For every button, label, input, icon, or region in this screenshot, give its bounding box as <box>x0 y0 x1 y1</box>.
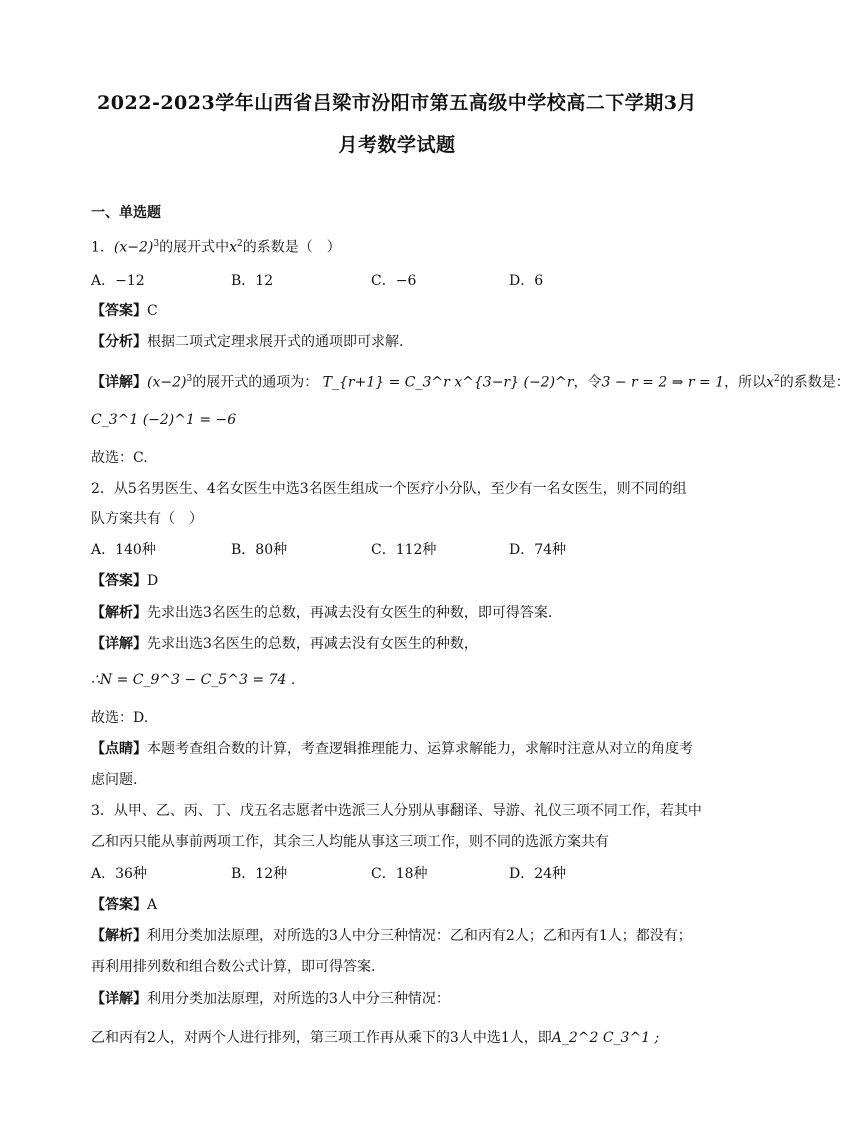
q2-comment-line2: 虑问题. <box>91 772 138 788</box>
q2-option-d: D．74种 <box>509 542 567 558</box>
q2-option-a: A．140种 <box>91 542 156 558</box>
q2-comment-line1: 【点睛】本题考查组合数的计算，考查逻辑推理能力、运算求解能力，求解时注意从对立的角度考 <box>91 741 693 757</box>
q2-stem-line2: 队方案共有（ ） <box>91 511 203 527</box>
q3-option-b: B．12种 <box>231 866 288 882</box>
document-title-line1: 2022-2023学年山西省吕梁市汾阳市第五高级中学校高二下学期3月 <box>97 92 697 114</box>
q3-case1: 乙和丙有2人，对两个人进行排列，第三项工作再从乘下的3人中选1人，即A_2^2 C_3^1 ; <box>91 1030 660 1046</box>
q1-analysis: 【分析】根据二项式定理求展开式的通项即可求解. <box>91 334 404 350</box>
q3-analysis-line2: 再利用排列数和组合数公式计算，即可得答案. <box>91 959 376 975</box>
q1-answer: 【答案】C <box>91 303 158 319</box>
q1-detail: 【详解】$(x-2)^3$的展开式的通项为： T_{r+1} = C_3^r x^{3−r} (−2)^r，令3 − r = 2 ⇒ r = 1，所以$x^2$的系数是： <box>91 374 850 391</box>
q2-analysis: 【解析】先求出选3名医生的总数，再减去没有女医生的种数，即可得答案. <box>91 605 553 621</box>
document-title-line2: 月考数学试题 <box>338 134 456 156</box>
q1-stem: 1．$(x-2)^3$的展开式中$x^2$的系数是（ ） <box>91 239 341 256</box>
q3-stem-line1: 3．从甲、乙、丙、丁、戊五名志愿者中选派三人分别从事翻译、导游、礼仪三项不同工作，若其中 <box>91 803 702 819</box>
q1-result-formula: C_3^1 (−2)^1 = −6 <box>91 412 237 428</box>
q2-answer: 【答案】D <box>91 573 159 589</box>
q1-option-d: D．6 <box>509 273 544 289</box>
section-heading: 一、单选题 <box>91 205 161 221</box>
q2-choice: 故选：D. <box>91 710 149 726</box>
q3-option-c: C．18种 <box>371 866 428 882</box>
q1-option-b: B．12 <box>231 273 274 289</box>
q1-choice: 故选：C. <box>91 450 148 466</box>
q3-option-a: A．36种 <box>91 866 147 882</box>
q2-formula: ∴N = C_9^3 − C_5^3 = 74 . <box>91 672 296 688</box>
q2-option-b: B．80种 <box>231 542 288 558</box>
q1-general-term-formula: T_{r+1} = C_3^r x^{3−r} (−2)^r <box>322 374 574 391</box>
q1-option-a: A．−12 <box>91 273 145 289</box>
q2-detail: 【详解】先求出选3名医生的总数，再减去没有女医生的种数， <box>91 636 478 652</box>
q2-option-c: C．112种 <box>371 542 437 558</box>
q3-answer: 【答案】A <box>91 897 158 913</box>
q3-analysis-line1: 【解析】利用分类加法原理，对所选的3人中分三种情况：乙和丙有2人；乙和丙有1人；都没有； <box>91 928 692 944</box>
q2-stem-line1: 2．从5名男医生、4名女医生中选3名医生组成一个医疗小分队，至少有一名女医生，则不同的组 <box>91 481 687 497</box>
q1-option-c: C．−6 <box>371 273 417 289</box>
q3-detail: 【详解】利用分类加法原理，对所选的3人中分三种情况： <box>91 991 450 1007</box>
q3-option-d: D．24种 <box>509 866 567 882</box>
q3-stem-line2: 乙和丙只能从事前两项工作，其余三人均能从事这三项工作，则不同的选派方案共有 <box>91 834 609 850</box>
